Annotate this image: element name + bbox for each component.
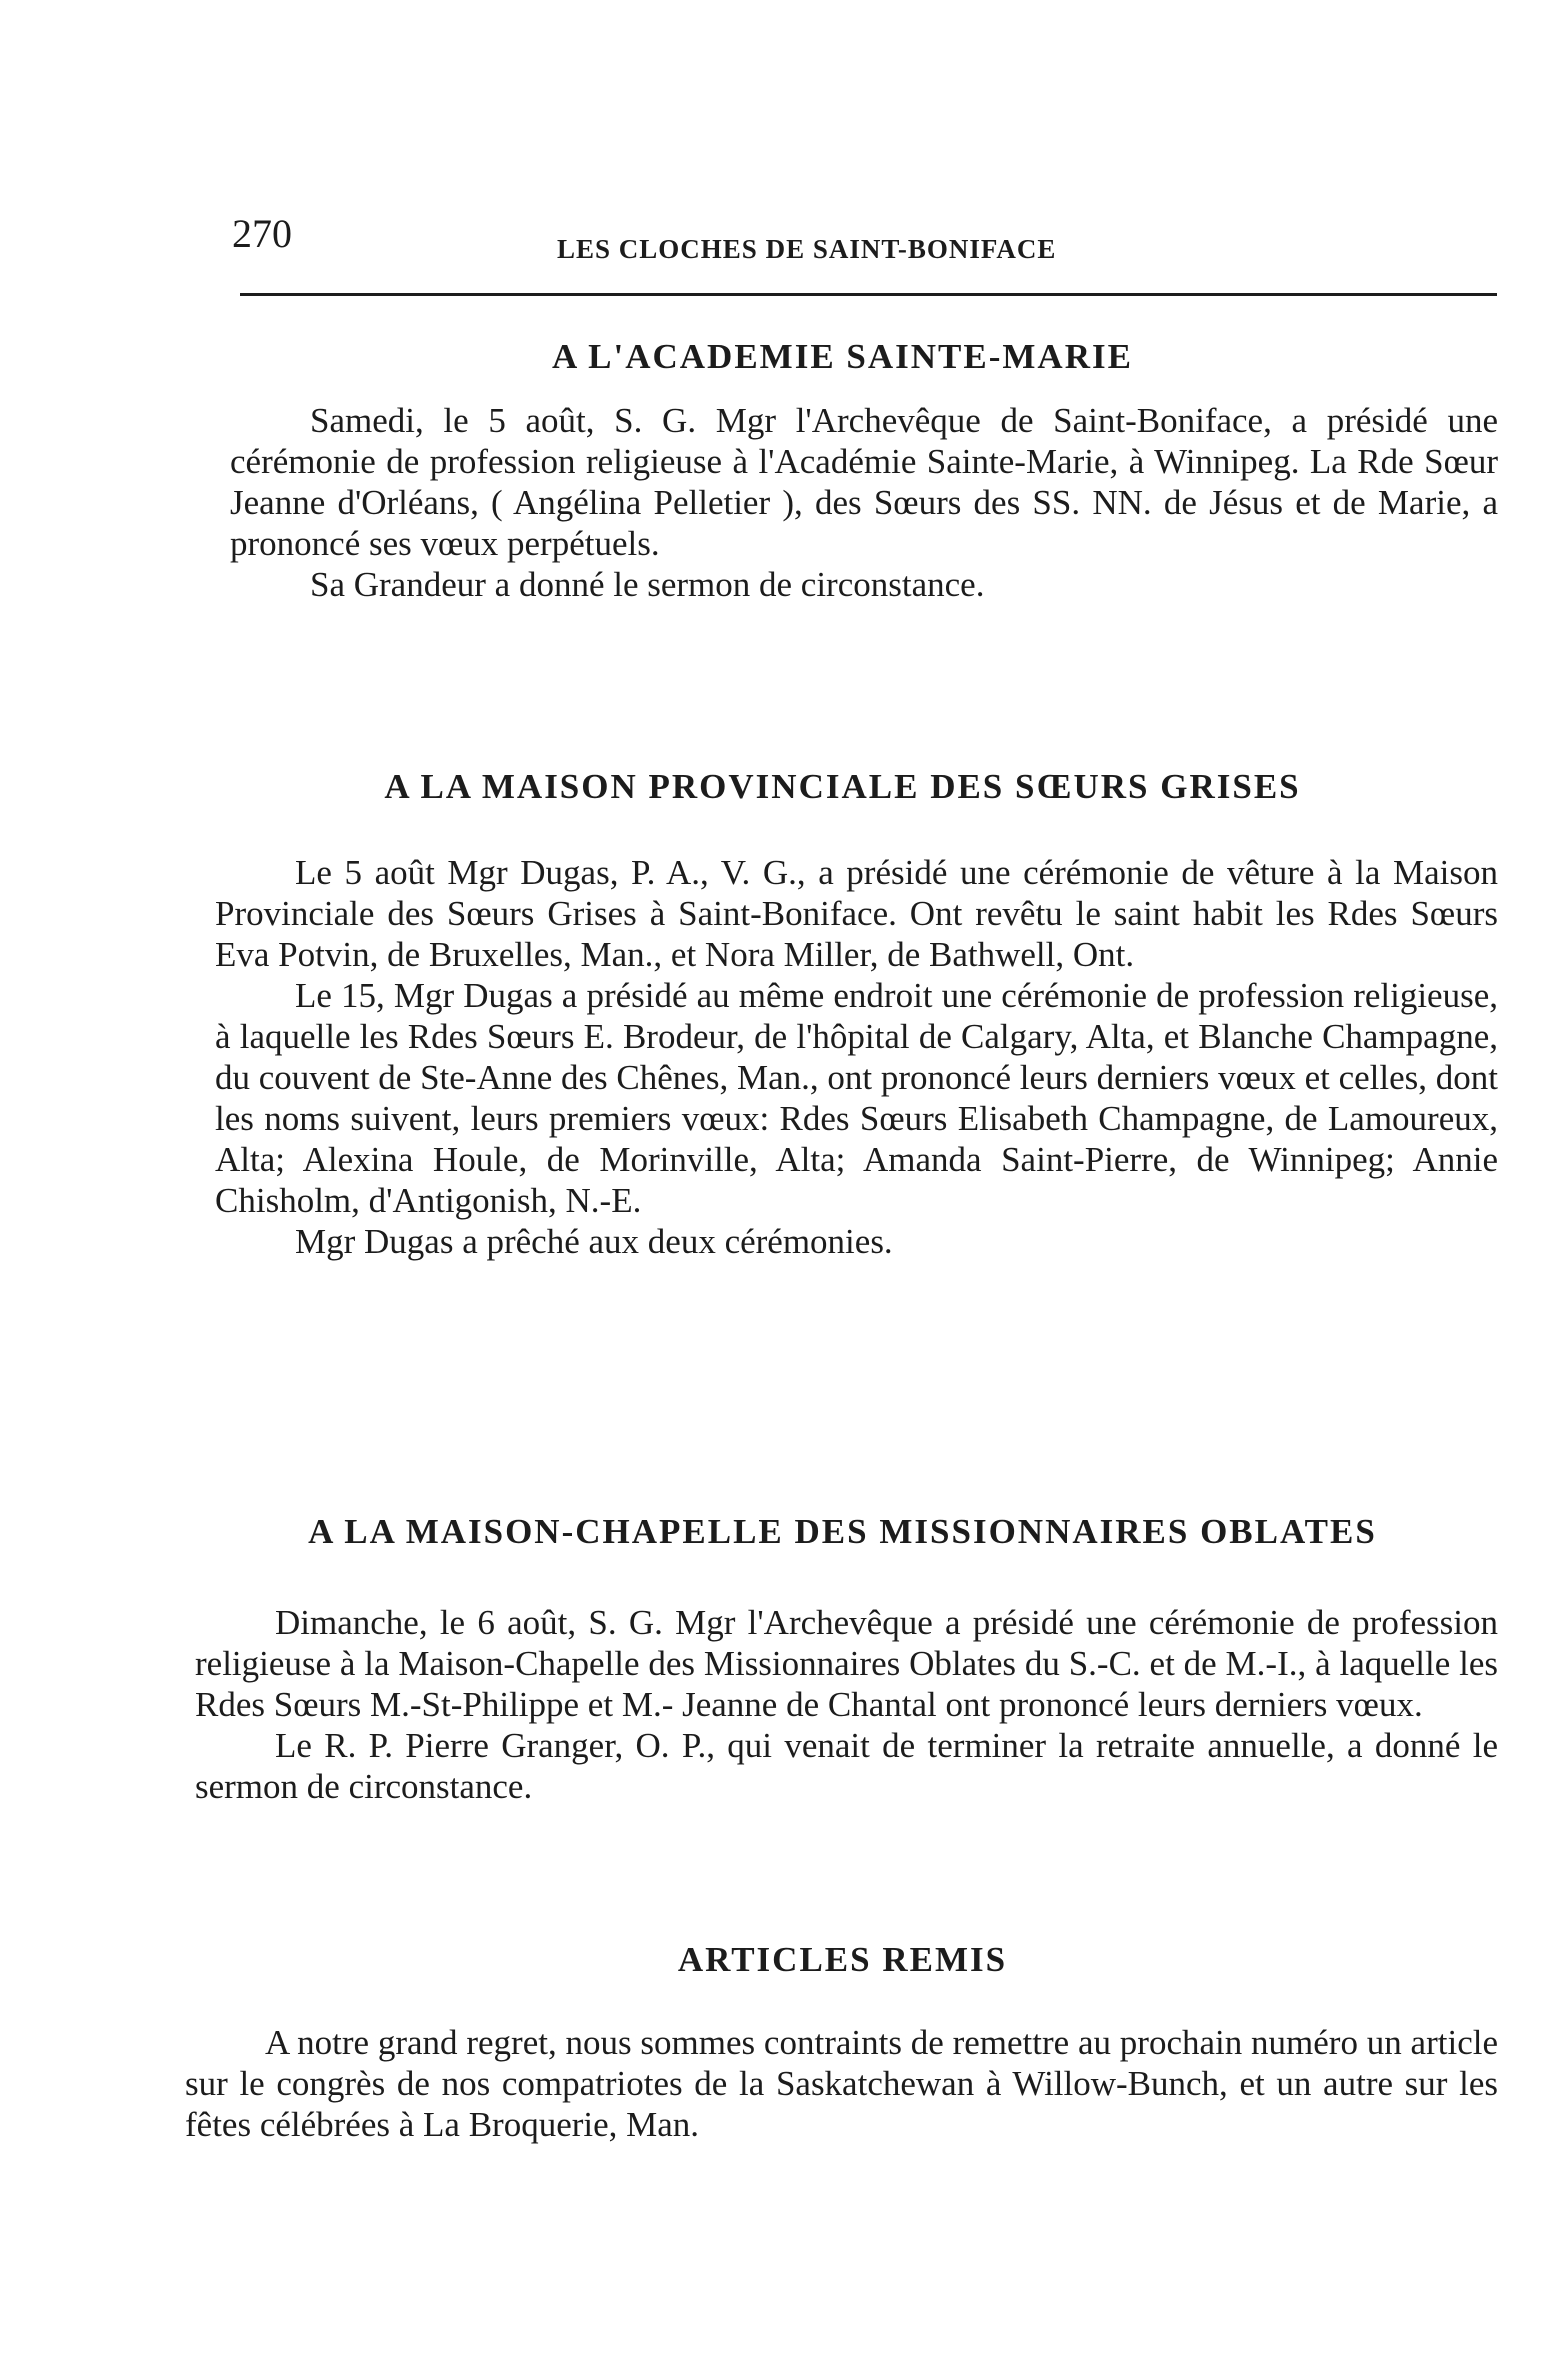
paragraph: Le 15, Mgr Dugas a présidé au même endroit une cérémonie de profession religieuse, à laquelle les Rdes Sœurs E. Brodeur, de l'hôpital de Calgary, Alta, et Blanche Champagne, du couvent de Ste-Anne des Chênes, Man., ont prononcé leurs derniers vœux et celles, dont les noms suivent, leurs premiers vœux: Rdes Sœurs Elisabeth Champagne, de Lamoureux, Alta; Alexina Houle, de Morinville, Alta; Amanda Saint-Pierre, de Winnipeg; Annie Chisholm, d'Antigonish, N.-E. <box>215 976 1499 1220</box>
header-rule <box>240 293 1497 296</box>
paragraph: A notre grand regret, nous sommes contraints de remettre au prochain numéro un article sur le congrès de nos compatriotes de la Saskatchewan à Willow-Bunch, et un autre sur les fêtes célébrées à La Broquerie, Man. <box>185 2023 1498 2144</box>
paragraph: Dimanche, le 6 août, S. G. Mgr l'Archevêque a présidé une cérémonie de profession religieuse à la Maison-Chapelle des Missionnaires Oblates du S.-C. et de M.-I., à laquelle les Rdes Sœurs M.-St-Philippe et M.- Jeanne de Chantal ont prononcé leurs derniers vœux. <box>195 1603 1498 1724</box>
page-header <box>232 210 1497 280</box>
section-title-soeurs-grises: A LA MAISON PROVINCIALE DES SŒURS GRISES <box>384 767 1301 806</box>
paragraph: Sa Grandeur a donné le sermon de circonstance. <box>310 565 985 604</box>
section-title-articles-remis: ARTICLES REMIS <box>677 1940 1008 1979</box>
paragraph: Le 5 août Mgr Dugas, P. A., V. G., a présidé une cérémonie de vêture à la Maison Provinciale des Sœurs Grises à Saint-Boniface. Ont revêtu le saint habit les Rdes Sœurs Eva Potvin, de Bruxelles, Man., et Nora Miller, de Bathwell, Ont. <box>215 853 1498 974</box>
paragraph: Le R. P. Pierre Granger, O. P., qui venait de terminer la retraite annuelle, a donné le sermon de circonstance. <box>195 1726 1498 1806</box>
section-title-academie: A L'ACADEMIE SAINTE-MARIE <box>552 337 1133 376</box>
page-number: 270 <box>232 211 292 256</box>
section-body-articles-remis <box>185 2022 1498 2145</box>
section-body-soeurs-grises <box>215 852 1498 1262</box>
paragraph: Samedi, le 5 août, S. G. Mgr l'Archevêque de Saint-Boniface, a présidé une cérémonie de profession religieuse à l'Académie Sainte-Marie, à Winnipeg. La Rde Sœur Jeanne d'Orléans, ( Angélina Pelletier ), des Sœurs des SS. NN. de Jésus et de Marie, a prononcé ses vœux perpétuels. <box>230 401 1498 563</box>
section-title-oblates: A LA MAISON-CHAPELLE DES MISSIONNAIRES OBLATES <box>308 1512 1377 1551</box>
section-body-oblates <box>195 1602 1498 1807</box>
paragraph: Mgr Dugas a prêché aux deux cérémonies. <box>295 1222 893 1261</box>
section-body-academie <box>230 400 1498 605</box>
running-title: LES CLOCHES DE SAINT-BONIFACE <box>557 234 1057 264</box>
